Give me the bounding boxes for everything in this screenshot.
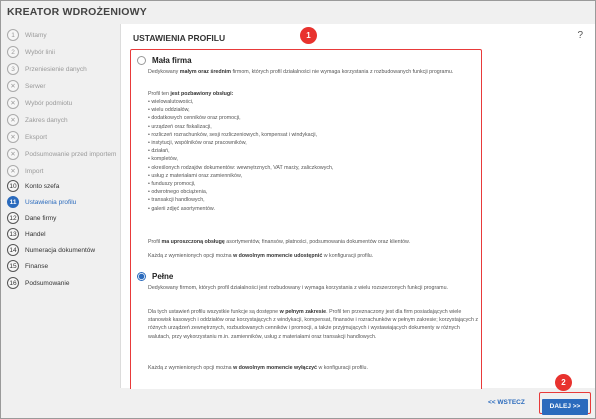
callout-badge-1: 1 xyxy=(300,27,317,44)
small-simplified-note: Profil ma uproszczoną obsługę asortymentów, finansów, płatności, podsumowania dokumentów oraz klientów. xyxy=(148,239,411,245)
option-full[interactable] xyxy=(137,272,173,281)
sidebar-step xyxy=(7,130,47,144)
footer-bar xyxy=(120,389,595,418)
list-item: • działań, xyxy=(148,147,468,155)
small-limitations-intro: Profil ten jest pozbawiony obsługi: xyxy=(148,91,234,97)
callout-badge-2: 2 xyxy=(555,374,572,391)
step-number-icon: ✕ xyxy=(7,114,19,126)
list-item: • wielowalutowości, xyxy=(148,98,468,106)
step-number-icon: ✕ xyxy=(7,165,19,177)
step-label: Wybór podmiotu xyxy=(25,99,73,107)
step-label: Handel xyxy=(25,230,46,238)
radio-small-business[interactable] xyxy=(137,56,146,65)
list-item: • instytucji, wspólników oraz pracowników, xyxy=(148,139,468,147)
radio-full[interactable] xyxy=(137,272,146,281)
step-label: Eksport xyxy=(25,133,48,141)
page-title: USTAWIENIA PROFILU xyxy=(133,33,226,43)
step-number-icon: ✕ xyxy=(7,97,19,109)
sidebar-step xyxy=(7,147,116,161)
sidebar-step xyxy=(7,79,46,93)
sidebar-step xyxy=(7,28,47,42)
steps-sidebar xyxy=(1,24,119,418)
main-panel xyxy=(120,24,595,388)
step-number-icon: 1 xyxy=(7,29,19,41)
list-item: • usług z materiałami oraz zamienników, xyxy=(148,172,468,180)
step-label: Finanse xyxy=(25,262,49,270)
option-full-label: Pełne xyxy=(152,272,174,281)
step-number-icon: 2 xyxy=(7,46,19,58)
small-limitations-list xyxy=(148,98,468,213)
small-description: Dedykowany małym oraz średnim firmom, których profil działalności nie wymaga korzystania z rozbudowanych funkcji programu. xyxy=(148,69,454,75)
step-label: Serwer xyxy=(25,82,46,90)
sidebar-step xyxy=(7,164,43,178)
step-label: Podsumowanie xyxy=(25,279,70,287)
step-label: Zakres danych xyxy=(25,116,68,124)
full-disable-note: Każdą z wymienionych opcji można w dowolnym momencie wyłączyć w konfiguracji profilu. xyxy=(148,365,368,371)
full-description: Dedykowany firmom, których profil działalności jest rozbudowany i wymaga korzystania z wielu rozszerzonych funkcji programu. xyxy=(148,285,448,291)
sidebar-step xyxy=(7,276,69,290)
list-item: • urządzeń oraz fiskalizacji, xyxy=(148,123,468,131)
list-item: • wielu oddziałów, xyxy=(148,106,468,114)
step-label: Dane firmy xyxy=(25,214,57,222)
small-enable-note: Każdą z wymienionych opcji można w dowolnym momencie udostępnić w konfiguracji profilu. xyxy=(148,253,374,259)
back-button[interactable]: << WSTECZ xyxy=(488,399,525,406)
step-number-icon: ✕ xyxy=(7,148,19,160)
sidebar-step xyxy=(7,45,55,59)
title-bar xyxy=(1,1,595,23)
step-label: Import xyxy=(25,167,44,175)
next-button[interactable]: DALEJ >> xyxy=(542,399,588,415)
step-label: Witamy xyxy=(25,31,47,39)
option-small-business[interactable] xyxy=(137,56,192,65)
list-item: • określonych rodzajów dokumentów: wewnętrznych, VAT marży, zaliczkowych, xyxy=(148,164,468,172)
sidebar-step xyxy=(7,62,87,76)
step-number-icon: 16 xyxy=(7,277,19,289)
list-item: • dodatkowych cenników oraz promocji, xyxy=(148,114,468,122)
list-item: • funduszy promocji, xyxy=(148,180,468,188)
step-label: Podsumowanie przed importem xyxy=(25,150,117,158)
sidebar-step xyxy=(7,211,56,225)
step-number-icon: ✕ xyxy=(7,131,19,143)
profile-options xyxy=(130,49,482,402)
next-button-highlight xyxy=(539,392,591,414)
app-title: KREATOR WDROŻENIOWY xyxy=(7,6,147,18)
step-label: Wybór linii xyxy=(25,48,55,56)
step-label: Konto szefa xyxy=(25,182,60,190)
step-number-icon: ✕ xyxy=(7,80,19,92)
step-number-icon: 3 xyxy=(7,63,19,75)
option-small-business-label: Mała firma xyxy=(152,56,192,65)
step-number-icon: 15 xyxy=(7,260,19,272)
step-label: Ustawienia profilu xyxy=(25,198,77,206)
list-item: • odwrotnego obciążenia, xyxy=(148,188,468,196)
sidebar-step xyxy=(7,227,46,241)
step-label: Numeracja dokumentów xyxy=(25,246,96,254)
sidebar-step xyxy=(7,243,95,257)
step-number-icon: 12 xyxy=(7,212,19,224)
full-details: Dla tych ustawień profilu wszystkie funkcje są dostępne w pełnym zakresie. Profil ten przeznaczony jest dla firm posiadających wiele stanowisk kasowych i oddziałów oraz korzystających z windykacji, kompensat, finansów i rozrachunków w pełnym zakresie; korzystających z różnych urządzeń zewnętrznych, rozbudowanych cenników i promocji, a także przyjmujących i wystawiających dokumenty w różnych walutach, przy wykorzystaniu m.in. zamienników, usług z materiałami oraz transakcji handlowych. xyxy=(148,309,479,340)
help-icon[interactable]: ? xyxy=(577,30,583,41)
sidebar-step xyxy=(7,179,59,193)
sidebar-step xyxy=(7,259,48,273)
step-number-icon: 11 xyxy=(7,196,19,208)
step-number-icon: 14 xyxy=(7,244,19,256)
sidebar-step xyxy=(7,96,72,110)
list-item: • transakcji handlowych, xyxy=(148,196,468,204)
list-item: • kompletów, xyxy=(148,155,468,163)
sidebar-step xyxy=(7,113,68,127)
list-item: • galerii zdjęć asortymentów. xyxy=(148,205,468,213)
step-label: Przeniesienie danych xyxy=(25,65,87,73)
step-number-icon: 13 xyxy=(7,228,19,240)
sidebar-step xyxy=(7,195,76,209)
list-item: • rozliczeń rozrachunków, sesji rozliczeniowych, kompensat i windykacji, xyxy=(148,131,468,139)
step-number-icon: 10 xyxy=(7,180,19,192)
